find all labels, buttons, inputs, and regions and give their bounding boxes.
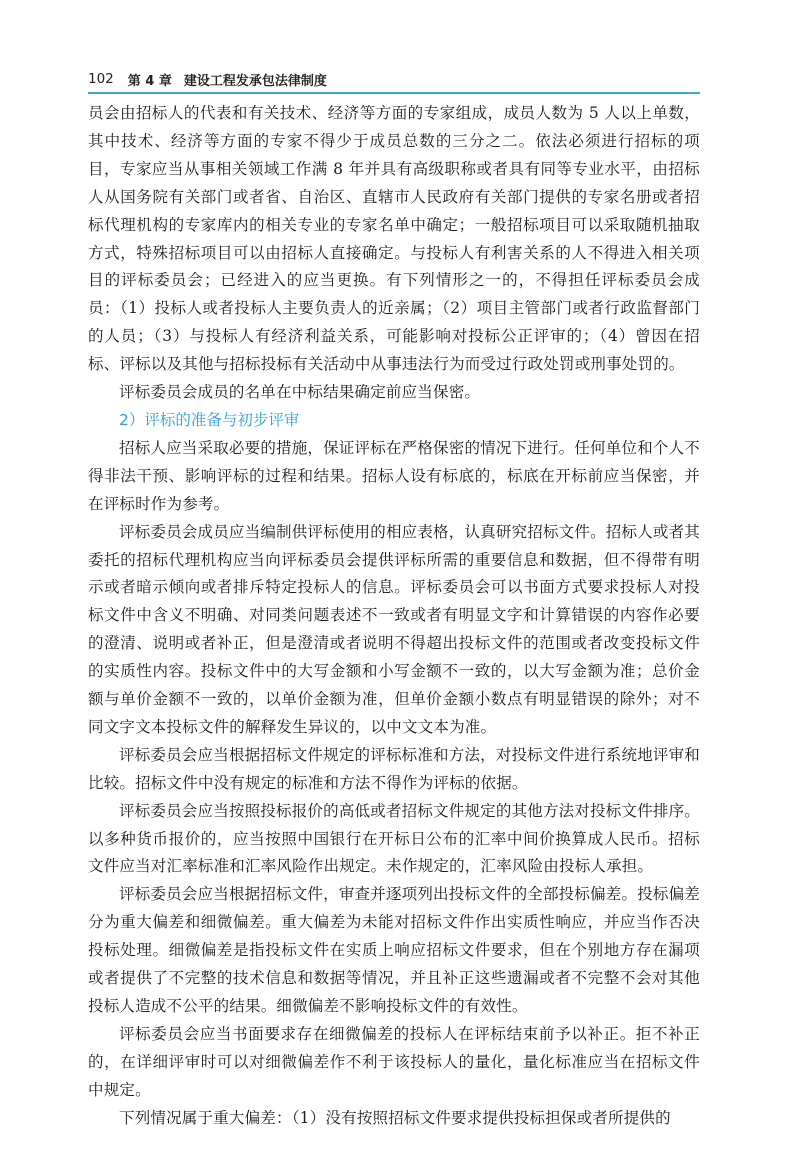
paragraph: 评标委员会成员的名单在中标结果确定前应当保密。: [119, 383, 481, 402]
page-header: [88, 66, 700, 92]
paragraph-continued: 员会由招标人的代表和有关技术、经济等方面的专家组成，成员人数为 5 人以上单数，其中技术、经济等方面的专家不得少于成员总数的三分之二。依法必须进行招标的项目，专家应当从事相关领域工作满 8 年并具有高级职称或者具有同等专业水平，由招标人从国务院有关部门或者省、自治区、直辖市人民政府有关部门提供的专家名册或者招标代理机构的专家库内的相关专业的专家名单中确定；一般招标项目可以采取随机抽取方式，特殊招标项目可以由招标人直接确定。与投标人有利害关系的人不得进入相关项目的评标委员会；已经进入的应当更换。有下列情形之一的，不得担任评标委员会成员：（1）投标人或者投标人主要负责人的近亲属；（2）项目主管部门或者行政监督部门的人员；（3）与投标人有经济利益关系，可能影响对投标公正评审的；（4）曾因在招标、评标以及其他与招标投标有关活动中从事违法行为而受过行政处罚或刑事处罚的。: [88, 104, 700, 374]
header-rule: [88, 92, 700, 94]
paragraph: 评标委员会应当书面要求存在细微偏差的投标人在评标结束前予以补正。拒不补正的，在详细评审时可以对细微偏差作不利于该投标人的量化，量化标准应当在招标文件中规定。: [88, 1024, 700, 1099]
paragraph: 评标委员会应当根据招标文件，审查并逐项列出投标文件的全部投标偏差。投标偏差分为重大偏差和细微偏差。重大偏差为未能对招标文件作出实质性响应，并应当作否决投标处理。细微偏差是指投标文件在实质上响应招标文件要求，但在个别地方存在漏项或者提供了不完整的技术信息和数据等情况，并且补正这些遗漏或者不完整不会对其他投标人造成不公平的结果。细微偏差不影响投标文件的有效性。: [88, 885, 700, 1015]
page-body: [88, 100, 700, 1133]
page-number: 102: [88, 71, 114, 87]
paragraph: 评标委员会应当按照投标报价的高低或者招标文件规定的其他方法对投标文件排序。以多种货币报价的，应当按照中国银行在开标日公布的汇率中间价换算成人民币。招标文件应当对汇率标准和汇率风险作出规定。未作规定的，汇率风险由投标人承担。: [88, 801, 700, 876]
section-heading: 2）评标的准备与初步评审: [119, 410, 300, 429]
chapter-label: 第 4 章: [127, 73, 172, 89]
paragraph: 招标人应当采取必要的措施，保证评标在严格保密的情况下进行。任何单位和个人不得非法干预、影响评标的过程和结果。招标人设有标底的，标底在开标前应当保密，并在评标时作为参考。: [88, 438, 700, 513]
paragraph: 下列情况属于重大偏差：（1）没有按照招标文件要求提供投标担保或者所提供的: [119, 1108, 671, 1127]
paragraph: 评标委员会应当根据招标文件规定的评标标准和方法，对投标文件进行系统地评审和比较。招标文件中没有规定的标准和方法不得作为评标的依据。: [88, 745, 700, 792]
chapter-title: 建设工程发承包法律制度: [183, 73, 327, 89]
paragraph: 评标委员会成员应当编制供评标使用的相应表格，认真研究招标文件。招标人或者其委托的招标代理机构应当向评标委员会提供评标所需的重要信息和数据，但不得带有明示或者暗示倾向或者排斥特定投标人的信息。评标委员会可以书面方式要求投标人对投标文件中含义不明确、对同类问题表述不一致或者有明显文字和计算错误的内容作必要的澄清、说明或者补正，但是澄清或者说明不得超出投标文件的范围或者改变投标文件的实质性内容。投标文件中的大写金额和小写金额不一致的，以大写金额为准；总价金额与单价金额不一致的，以单价金额为准，但单价金额小数点有明显错误的除外；对不同文字文本投标文件的解释发生异议的，以中文文本为准。: [88, 522, 700, 736]
